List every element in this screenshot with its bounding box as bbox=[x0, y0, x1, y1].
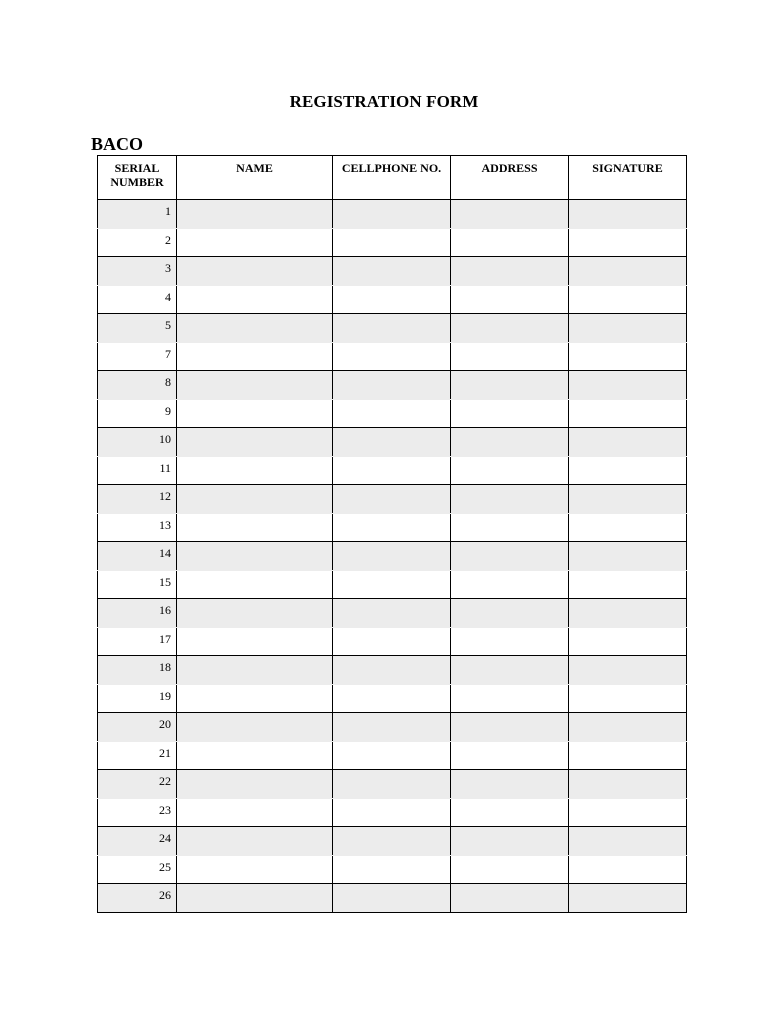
name-cell[interactable] bbox=[177, 656, 333, 685]
serial-number-cell: 25 bbox=[98, 855, 177, 884]
serial-number-cell: 15 bbox=[98, 570, 177, 599]
cellphone-cell[interactable] bbox=[333, 428, 451, 457]
name-cell[interactable] bbox=[177, 855, 333, 884]
cellphone-cell[interactable] bbox=[333, 200, 451, 229]
signature-cell[interactable] bbox=[569, 485, 687, 514]
table-row bbox=[98, 827, 687, 856]
table-row bbox=[98, 656, 687, 685]
table-row bbox=[98, 285, 687, 314]
table-body bbox=[98, 200, 687, 913]
cellphone-cell[interactable] bbox=[333, 884, 451, 913]
signature-cell[interactable] bbox=[569, 770, 687, 799]
serial-number-cell: 21 bbox=[98, 741, 177, 770]
cellphone-cell[interactable] bbox=[333, 228, 451, 257]
signature-cell[interactable] bbox=[569, 855, 687, 884]
name-cell[interactable] bbox=[177, 285, 333, 314]
signature-cell[interactable] bbox=[569, 314, 687, 343]
table-row bbox=[98, 314, 687, 343]
header-cellphone: CELLPHONE NO. bbox=[333, 156, 451, 200]
name-cell[interactable] bbox=[177, 257, 333, 286]
signature-cell[interactable] bbox=[569, 200, 687, 229]
signature-cell[interactable] bbox=[569, 257, 687, 286]
signature-cell[interactable] bbox=[569, 684, 687, 713]
table-row bbox=[98, 371, 687, 400]
name-cell[interactable] bbox=[177, 542, 333, 571]
table-row bbox=[98, 798, 687, 827]
cellphone-cell[interactable] bbox=[333, 827, 451, 856]
cellphone-cell[interactable] bbox=[333, 627, 451, 656]
signature-cell[interactable] bbox=[569, 827, 687, 856]
table-row bbox=[98, 570, 687, 599]
address-cell[interactable] bbox=[451, 257, 569, 286]
address-cell[interactable] bbox=[451, 314, 569, 343]
signature-cell[interactable] bbox=[569, 513, 687, 542]
serial-number-cell: 3 bbox=[98, 257, 177, 286]
signature-cell[interactable] bbox=[569, 627, 687, 656]
name-cell[interactable] bbox=[177, 371, 333, 400]
serial-number-cell: 17 bbox=[98, 627, 177, 656]
address-cell[interactable] bbox=[451, 428, 569, 457]
cellphone-cell[interactable] bbox=[333, 684, 451, 713]
cellphone-cell[interactable] bbox=[333, 713, 451, 742]
signature-cell[interactable] bbox=[569, 798, 687, 827]
serial-number-cell: 19 bbox=[98, 684, 177, 713]
signature-cell[interactable] bbox=[569, 399, 687, 428]
address-cell[interactable] bbox=[451, 485, 569, 514]
header-serial-number bbox=[98, 156, 177, 200]
table-row bbox=[98, 342, 687, 371]
address-cell[interactable] bbox=[451, 798, 569, 827]
address-cell[interactable] bbox=[451, 684, 569, 713]
serial-number-cell: 14 bbox=[98, 542, 177, 571]
cellphone-cell[interactable] bbox=[333, 741, 451, 770]
name-cell[interactable] bbox=[177, 884, 333, 913]
header-serial-line2: NUMBER bbox=[110, 175, 164, 189]
address-cell[interactable] bbox=[451, 542, 569, 571]
name-cell[interactable] bbox=[177, 684, 333, 713]
cellphone-cell[interactable] bbox=[333, 342, 451, 371]
table-row bbox=[98, 485, 687, 514]
address-cell[interactable] bbox=[451, 513, 569, 542]
name-cell[interactable] bbox=[177, 342, 333, 371]
signature-cell[interactable] bbox=[569, 342, 687, 371]
address-cell[interactable] bbox=[451, 599, 569, 628]
address-cell[interactable] bbox=[451, 200, 569, 229]
table-row bbox=[98, 257, 687, 286]
address-cell[interactable] bbox=[451, 399, 569, 428]
table-row bbox=[98, 599, 687, 628]
name-cell[interactable] bbox=[177, 314, 333, 343]
address-cell[interactable] bbox=[451, 342, 569, 371]
address-cell[interactable] bbox=[451, 570, 569, 599]
name-cell[interactable] bbox=[177, 713, 333, 742]
address-cell[interactable] bbox=[451, 770, 569, 799]
name-cell[interactable] bbox=[177, 570, 333, 599]
table-row bbox=[98, 228, 687, 257]
name-cell[interactable] bbox=[177, 599, 333, 628]
name-cell[interactable] bbox=[177, 456, 333, 485]
serial-number-cell: 26 bbox=[98, 884, 177, 913]
table-row bbox=[98, 428, 687, 457]
serial-number-cell: 2 bbox=[98, 228, 177, 257]
serial-number-cell: 1 bbox=[98, 200, 177, 229]
table-row bbox=[98, 884, 687, 913]
serial-number-cell: 9 bbox=[98, 399, 177, 428]
cellphone-cell[interactable] bbox=[333, 485, 451, 514]
form-subtitle: BACO bbox=[91, 134, 144, 154]
table-row bbox=[98, 627, 687, 656]
name-cell[interactable] bbox=[177, 770, 333, 799]
header-name: NAME bbox=[177, 156, 333, 200]
cellphone-cell[interactable] bbox=[333, 314, 451, 343]
table-row bbox=[98, 713, 687, 742]
cellphone-cell[interactable] bbox=[333, 456, 451, 485]
serial-number-cell: 18 bbox=[98, 656, 177, 685]
address-cell[interactable] bbox=[451, 713, 569, 742]
signature-cell[interactable] bbox=[569, 884, 687, 913]
signature-cell[interactable] bbox=[569, 542, 687, 571]
name-cell[interactable] bbox=[177, 798, 333, 827]
cellphone-cell[interactable] bbox=[333, 285, 451, 314]
cellphone-cell[interactable] bbox=[333, 570, 451, 599]
serial-number-cell: 4 bbox=[98, 285, 177, 314]
name-cell[interactable] bbox=[177, 485, 333, 514]
address-cell[interactable] bbox=[451, 456, 569, 485]
registration-table bbox=[97, 155, 687, 913]
signature-cell[interactable] bbox=[569, 456, 687, 485]
address-cell[interactable] bbox=[451, 656, 569, 685]
cellphone-cell[interactable] bbox=[333, 599, 451, 628]
cellphone-cell[interactable] bbox=[333, 399, 451, 428]
cellphone-cell[interactable] bbox=[333, 656, 451, 685]
name-cell[interactable] bbox=[177, 399, 333, 428]
address-cell[interactable] bbox=[451, 827, 569, 856]
header-row bbox=[98, 156, 687, 200]
name-cell[interactable] bbox=[177, 627, 333, 656]
name-cell[interactable] bbox=[177, 200, 333, 229]
name-cell[interactable] bbox=[177, 228, 333, 257]
cellphone-cell[interactable] bbox=[333, 513, 451, 542]
table-row bbox=[98, 684, 687, 713]
address-cell[interactable] bbox=[451, 855, 569, 884]
table-row bbox=[98, 513, 687, 542]
table-row bbox=[98, 399, 687, 428]
signature-cell[interactable] bbox=[569, 228, 687, 257]
form-title: REGISTRATION FORM bbox=[289, 92, 479, 111]
name-cell[interactable] bbox=[177, 513, 333, 542]
address-cell[interactable] bbox=[451, 285, 569, 314]
signature-cell[interactable] bbox=[569, 741, 687, 770]
name-cell[interactable] bbox=[177, 741, 333, 770]
address-cell[interactable] bbox=[451, 627, 569, 656]
name-cell[interactable] bbox=[177, 428, 333, 457]
serial-number-cell: 20 bbox=[98, 713, 177, 742]
cellphone-cell[interactable] bbox=[333, 855, 451, 884]
serial-number-cell: 5 bbox=[98, 314, 177, 343]
header-address: ADDRESS bbox=[451, 156, 569, 200]
address-cell[interactable] bbox=[451, 371, 569, 400]
serial-number-cell: 24 bbox=[98, 827, 177, 856]
table-row bbox=[98, 770, 687, 799]
cellphone-cell[interactable] bbox=[333, 257, 451, 286]
signature-cell[interactable] bbox=[569, 599, 687, 628]
serial-number-cell: 8 bbox=[98, 371, 177, 400]
header-serial-line1: SERIAL bbox=[114, 161, 160, 175]
address-cell[interactable] bbox=[451, 228, 569, 257]
table-row bbox=[98, 200, 687, 229]
cellphone-cell[interactable] bbox=[333, 371, 451, 400]
serial-number-cell: 10 bbox=[98, 428, 177, 457]
serial-number-cell: 12 bbox=[98, 485, 177, 514]
signature-cell[interactable] bbox=[569, 285, 687, 314]
signature-cell[interactable] bbox=[569, 656, 687, 685]
table-row bbox=[98, 456, 687, 485]
serial-number-cell: 7 bbox=[98, 342, 177, 371]
signature-cell[interactable] bbox=[569, 570, 687, 599]
table-row bbox=[98, 542, 687, 571]
serial-number-cell: 23 bbox=[98, 798, 177, 827]
address-cell[interactable] bbox=[451, 884, 569, 913]
signature-cell[interactable] bbox=[569, 713, 687, 742]
signature-cell[interactable] bbox=[569, 371, 687, 400]
cellphone-cell[interactable] bbox=[333, 542, 451, 571]
serial-number-cell: 16 bbox=[98, 599, 177, 628]
table-row bbox=[98, 855, 687, 884]
table-row bbox=[98, 741, 687, 770]
header-signature: SIGNATURE bbox=[569, 156, 687, 200]
name-cell[interactable] bbox=[177, 827, 333, 856]
cellphone-cell[interactable] bbox=[333, 798, 451, 827]
serial-number-cell: 13 bbox=[98, 513, 177, 542]
serial-number-cell: 11 bbox=[98, 456, 177, 485]
address-cell[interactable] bbox=[451, 741, 569, 770]
serial-number-cell: 22 bbox=[98, 770, 177, 799]
cellphone-cell[interactable] bbox=[333, 770, 451, 799]
signature-cell[interactable] bbox=[569, 428, 687, 457]
